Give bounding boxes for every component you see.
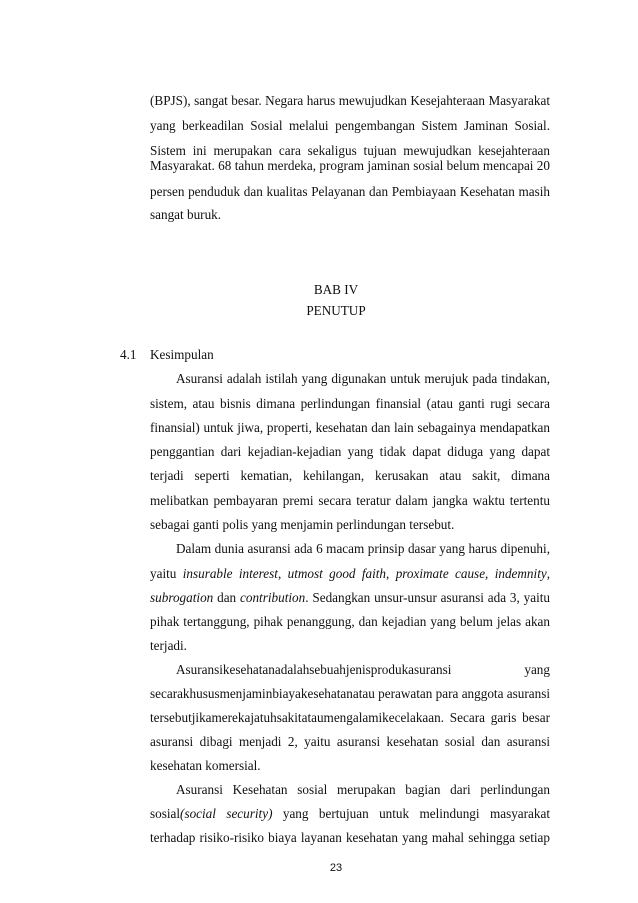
page-number: 23 [329, 862, 343, 874]
italic-term: proximate cause [395, 566, 486, 581]
italic-term: subrogation [150, 590, 214, 605]
text-span: yang [524, 662, 550, 677]
italic-term: utmost good faith [287, 566, 387, 581]
text-span: dan [213, 590, 241, 605]
italic-term: insurable interest [182, 566, 278, 581]
body-text-line: tersebutjikamerekajatuhsakitataumengalamikecelakaan. Secara garis besar [150, 710, 550, 725]
body-text-line: Asuransi Kesehatan sosial merupakan bagian dari perlindungan [176, 782, 550, 797]
italic-term: indemnity [494, 566, 547, 581]
body-text-line: secarakhususmenjaminbiayakesehatanatau perawatan para anggota asuransi [150, 686, 550, 701]
body-text-line: terjadi. [150, 638, 187, 653]
section-title: Kesimpulan [150, 347, 214, 362]
text-span: sosial [150, 806, 181, 821]
text-span: yaitu [150, 566, 183, 581]
body-text-line [150, 590, 550, 606]
body-text-line: pihak tertanggung, pihak penanggung, dan kejadian yang belum jelas akan [150, 614, 550, 629]
text-span: . Sedangkan unsur-unsur asuransi ada 3, yaitu [305, 590, 551, 605]
body-text-line: penggantian dari kejadian-kejadian yang tidak dapat diduga yang dapat [150, 444, 550, 459]
body-text-line: yaitu insurable interest, utmost good faith, proximate cause, indemnity, [150, 566, 551, 581]
body-text-line: Sistem ini merupakan cara sekaligus tujuan mewujudkan kesejahteraan [150, 143, 550, 158]
body-text-line: (BPJS), sangat besar. Negara harus mewujudkan Kesejahteraan Masyarakat [150, 93, 550, 108]
body-text-line: terhadap risiko-risiko biaya layanan kesehatan yang mahal sehingga setiap [150, 830, 550, 845]
body-text-line [150, 806, 550, 822]
body-text-line: Masyarakat. 68 tahun merdeka, program jaminan sosial belum mencapai 20 [150, 158, 550, 173]
chapter-label: BAB IV [313, 282, 359, 297]
body-text-line: sistem, atau bisnis dimana perlindungan finansial (atau ganti rugi secara [150, 396, 550, 411]
body-text-line: kesehatan komersial. [150, 758, 261, 773]
italic-term: contribution [240, 590, 306, 605]
body-text-line: sangat buruk. [150, 207, 222, 222]
italic-term: (social security) [180, 806, 273, 821]
body-text-line: melibatkan pembayaran premi secara teratur dalam jangka waktu tertentu [150, 493, 550, 508]
body-text-line: persen penduduk dan kualitas Pelayanan dan Pembiayaan Kesehatan masih [150, 184, 550, 199]
body-text-line: terjadi seperti kematian, kehilangan, kerusakan atau sakit, dimana [150, 468, 550, 483]
body-text-line: finansial) untuk jiwa, properti, kesehatan dan lain sebagainya mendapatkan [150, 420, 550, 435]
body-text-line: asuransi dibagi menjadi 2, yaitu asuransi kesehatan sosial dan asuransi [150, 734, 550, 749]
text-span: yang bertujuan untuk melindungi masyarakat [272, 806, 551, 821]
text-span: Asuransikesehatanadalahsebuahjenisprodukasuransi [176, 662, 452, 677]
body-text-line: Asuransi adalah istilah yang digunakan untuk merujuk pada tindakan, [176, 371, 550, 386]
section-number: 4.1 [120, 347, 137, 362]
body-text-line: Dalam dunia asuransi ada 6 macam prinsip dasar yang harus dipenuhi, [176, 541, 550, 556]
chapter-title: PENUTUP [306, 303, 366, 318]
body-text-line: yang berkeadilan Sosial melalui pengembangan Sistem Jaminan Sosial. [150, 118, 550, 133]
body-text-line: sebagai ganti polis yang menjamin perlindungan tersebut. [150, 517, 455, 532]
